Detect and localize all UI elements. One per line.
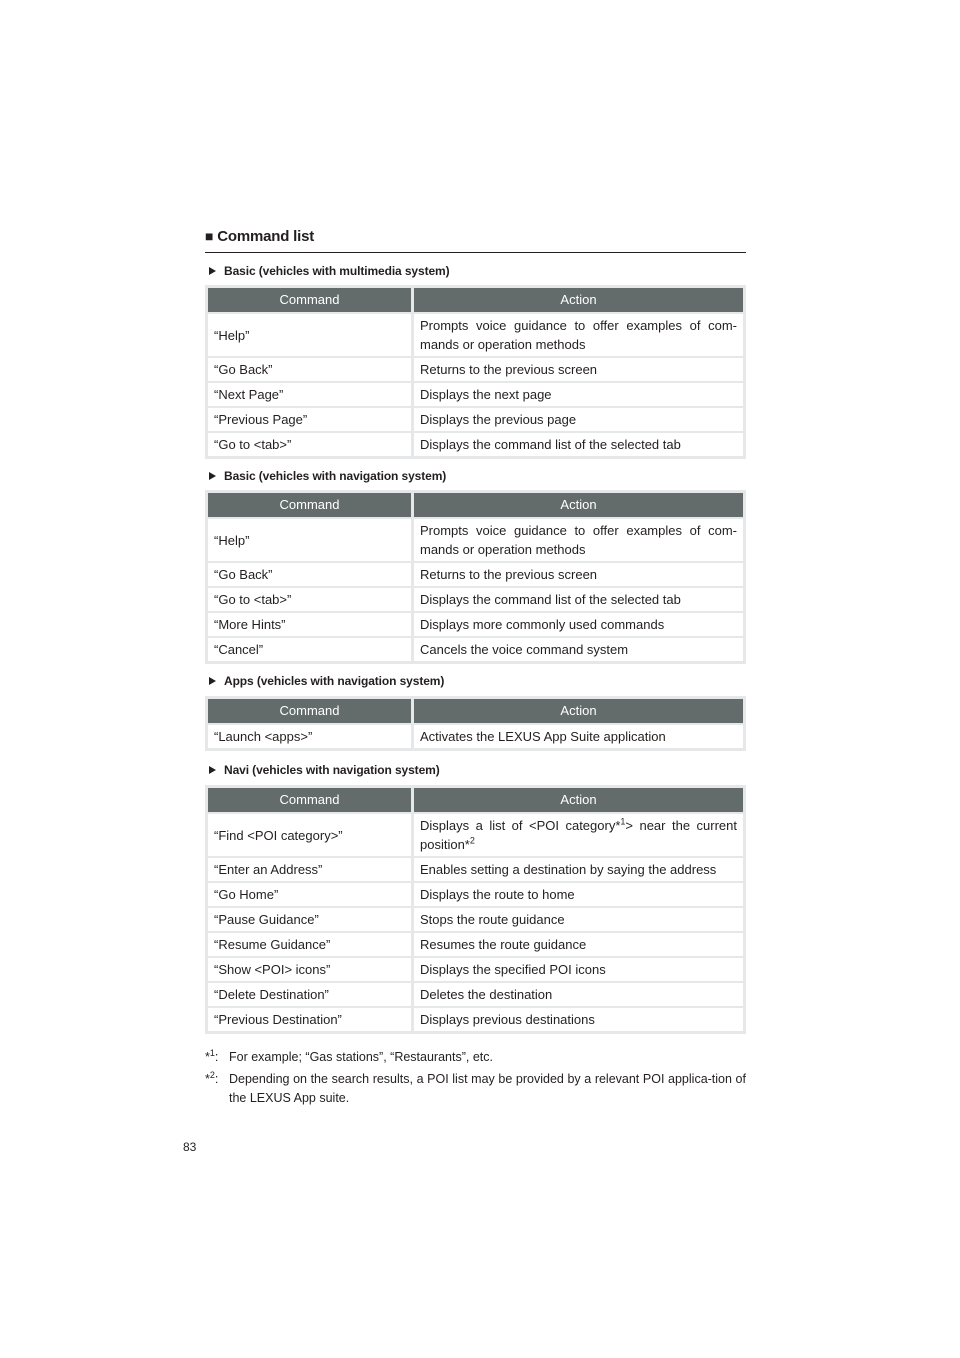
- footnote: *$^2$: Depending on the search results, a POI list may be provided by a relevant POI applica-tion of the LEXUS App suite.: [205, 1070, 746, 1108]
- command-cell: “Previous Page”: [208, 408, 411, 431]
- table-row: [208, 613, 743, 636]
- table-header-row: [208, 493, 743, 517]
- page-number: 83: [183, 1140, 197, 1154]
- action-cell: Enables setting a destination by saying the address: [414, 858, 743, 881]
- action-header: Action: [414, 788, 743, 812]
- table-row: [208, 519, 743, 561]
- table-row: [208, 958, 743, 981]
- table-row: [208, 638, 743, 661]
- command-cell: “Next Page”: [208, 383, 411, 406]
- subsection-title: Basic (vehicles with multimedia system): [207, 264, 450, 278]
- command-cell: “Show <POI> icons”: [208, 958, 411, 981]
- command-cell: “More Hints”: [208, 613, 411, 636]
- command-cell: “Help”: [208, 519, 411, 561]
- footnote-text: For example; “Gas stations”, “Restaurants”, etc.: [229, 1050, 493, 1064]
- action-header: Action: [414, 288, 743, 312]
- command-cell: “Delete Destination”: [208, 983, 411, 1006]
- command-table: [205, 696, 746, 751]
- table-header-row: [208, 699, 743, 723]
- table-header-row: [208, 288, 743, 312]
- table-row: [208, 358, 743, 381]
- command-cell: “Enter an Address”: [208, 858, 411, 881]
- command-cell: “Find <POI category>”: [208, 814, 411, 856]
- command-header: Command: [208, 699, 411, 723]
- table-row: [208, 725, 743, 748]
- action-cell: Displays the next page: [414, 383, 743, 406]
- command-header: Command: [208, 288, 411, 312]
- action-cell: Displays the specified POI icons: [414, 958, 743, 981]
- command-table: [205, 785, 746, 1034]
- action-header: Action: [414, 699, 743, 723]
- command-cell: “Go Back”: [208, 358, 411, 381]
- table-header-row: [208, 788, 743, 812]
- action-cell: Resumes the route guidance: [414, 933, 743, 956]
- section-heading: [205, 228, 746, 253]
- subsection-title: Navi (vehicles with navigation system): [207, 763, 440, 777]
- section-title: Command list: [217, 228, 315, 245]
- command-cell: “Go to <tab>”: [208, 588, 411, 611]
- footnote-text: Depending on the search results, a POI list may be provided by a relevant POI applica-tion of the LEXUS App suite.: [229, 1072, 746, 1105]
- table-row: [208, 983, 743, 1006]
- command-cell: “Go Home”: [208, 883, 411, 906]
- section-marker-icon: ■: [205, 228, 214, 244]
- command-cell: “Go Back”: [208, 563, 411, 586]
- table-row: [208, 908, 743, 931]
- action-cell: Returns to the previous screen: [414, 563, 743, 586]
- table-row: [208, 588, 743, 611]
- command-cell: “Cancel”: [208, 638, 411, 661]
- action-cell: Displays more commonly used commands: [414, 613, 743, 636]
- subsection-title: Basic (vehicles with navigation system): [207, 469, 446, 483]
- table-row: [208, 858, 743, 881]
- action-cell: Displays previous destinations: [414, 1008, 743, 1031]
- action-cell: Displays the command list of the selected tab: [414, 588, 743, 611]
- action-cell: Prompts voice guidance to offer examples of com-mands or operation methods: [414, 314, 743, 356]
- arrow-icon: [209, 267, 216, 275]
- command-cell: “Launch <apps>”: [208, 725, 411, 748]
- table-row: [208, 433, 743, 456]
- command-cell: “Resume Guidance”: [208, 933, 411, 956]
- action-header: Action: [414, 493, 743, 517]
- action-cell: Prompts voice guidance to offer examples of com-mands or operation methods: [414, 519, 743, 561]
- action-cell: Returns to the previous screen: [414, 358, 743, 381]
- action-cell: Displays the command list of the selected tab: [414, 433, 743, 456]
- action-cell: Deletes the destination: [414, 983, 743, 1006]
- table-row: [208, 408, 743, 431]
- table-row: [208, 933, 743, 956]
- arrow-icon: [209, 472, 216, 480]
- action-cell: Displays a list of <POI category*$^1$> near the current position*$^2$: [414, 814, 743, 856]
- table-row: [208, 314, 743, 356]
- footnotes: [205, 1048, 746, 1111]
- table-row: [208, 563, 743, 586]
- action-cell: Activates the LEXUS App Suite application: [414, 725, 743, 748]
- arrow-icon: [209, 677, 216, 685]
- command-cell: “Help”: [208, 314, 411, 356]
- action-cell: Cancels the voice command system: [414, 638, 743, 661]
- table-row: [208, 1008, 743, 1031]
- table-row: [208, 383, 743, 406]
- command-table: [205, 285, 746, 459]
- command-cell: “Pause Guidance”: [208, 908, 411, 931]
- subsection-title: Apps (vehicles with navigation system): [207, 674, 444, 688]
- command-header: Command: [208, 788, 411, 812]
- action-cell: Displays the route to home: [414, 883, 743, 906]
- arrow-icon: [209, 766, 216, 774]
- command-table: [205, 490, 746, 664]
- command-cell: “Previous Destination”: [208, 1008, 411, 1031]
- footnote: *$^1$: For example; “Gas stations”, “Restaurants”, etc.: [205, 1048, 746, 1067]
- table-row: [208, 814, 743, 856]
- command-header: Command: [208, 493, 411, 517]
- command-cell: “Go to <tab>”: [208, 433, 411, 456]
- action-cell: Displays the previous page: [414, 408, 743, 431]
- table-row: [208, 883, 743, 906]
- action-cell: Stops the route guidance: [414, 908, 743, 931]
